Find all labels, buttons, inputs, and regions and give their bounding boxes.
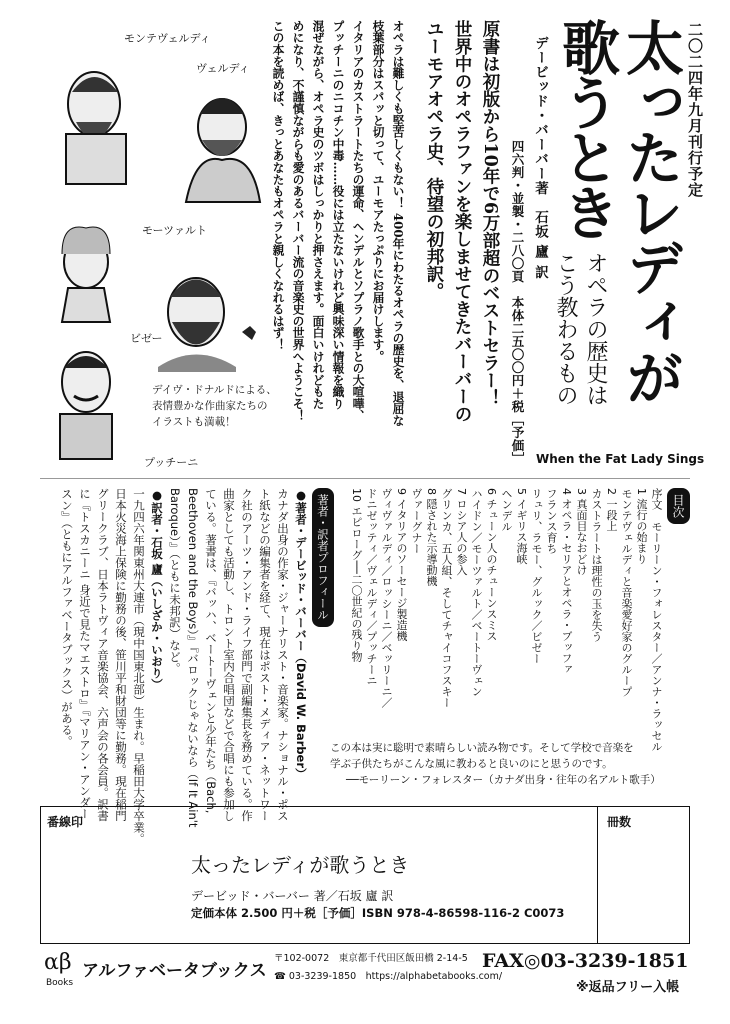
toc-item: ヴァーグナー [410,488,423,554]
toc-item: ドニゼッティ／ヴェルディ／プッチーニ [365,488,378,686]
toc-heading: 目次 [667,488,690,524]
illustration-area [46,22,278,467]
toc-item: モンテヴェルディと音楽愛好家のグループ [620,488,633,697]
english-title: When the Fat Lady Sings [536,452,705,466]
publish-note: 二〇二四年九月刊行予定 [686,22,704,198]
toc-item: 8 隠された示導動機 [425,488,438,587]
author-credit: デービッド・バーバー著 石坂 廬 訳 [532,36,548,280]
caption-verdi: ヴェルディ [196,62,250,75]
toc-item: ハイドン／モーツァルト／ベートーヴェン [470,488,483,697]
profile-heading: 著者・訳者プロフィール [312,488,334,627]
headline: 原書は初版から10年で6万部超のベストセラー！ 世界中のオペラファンを楽しませてきたバーバーの ユーモアオペラ史、待望の初邦訳。 [424,20,500,423]
count-label: 冊数 [607,815,632,829]
book-specs: 四六判・並製・二八〇頁 本体二五〇〇円＋税［予価］ [510,140,525,465]
caption-bizet: ビゼー [130,332,163,345]
section-divider [40,478,690,479]
toc-item: 5 イギリス海峡 [515,488,528,565]
toc-item: ヘンデル [500,488,513,532]
publisher-address: 〒102-0072 東京都千代田区飯田橋 2-14-5 [274,953,468,964]
book-subtitle: オペラの歴史は こう教わるもの [553,252,608,406]
review-quote: この本は実に聡明で素晴らしい読み物です。そして学校で音楽を 学ぶ子供たちがこんな風に教わると良いのにと思うのです。 ──モーリーン・フォレスター（カナダ出身・往年の名アルト歌手） [330,740,690,788]
order-book-title: 太ったレディが歌うとき [191,853,410,877]
order-form-main [41,807,598,943]
toc-item: グリンカ、五人組、そしてチャイコフスキー [440,488,453,708]
toc-section [322,488,690,752]
order-credit: デービッド・バーバー 著／石坂 廬 訳 [191,889,394,903]
caption-mozart: モーツァルト [142,224,208,237]
toc-item: リュリ、ラモー、グルック／ビゼー [530,488,543,664]
order-form [40,806,690,944]
order-price-isbn: 定価本体 2.500 円＋税［予価］ISBN 978-4-86598-116-2 C0073 [191,906,565,920]
profile-text: ●著者・デービッド・バーバー（David W. Barber） カナダ出身の作家・ジャーナリスト・音楽家。ナショナル・ポス ト紙などの編集者を経て、現在はポスト・メディア・ネットワー ク社のアーツ・アンド・ライフ部門で副編集長を務めている。作 曲家としても活動し、トロント室内合唱団などで合唱にも参加し ている。著書は、『バッハ、ベートーヴェンと少年たち（Bach, Beethoven and the Boys）』『バロックじゃないなら（If It Ain't Baroque）』（ともに未邦訳）など。 ●訳者・石坂 廬（いしざか・いおり） 一九四六年関東州大連市（現中国東北部）生まれ。早稲田大学卒業。 日本火災海上保険に勤務の後、笹川平和財団等に勤務。現在稲門 グリークラブ、日本ラトヴィア音楽協会、六声会の各会員。訳書 に『トスカニーニ 身近で見たマエストロ』『マリアン・アンダー スン』（ともにアルファベータブックス）がある。 [60,488,308,845]
toc-item: 10 エピローグ──二〇世紀の残り物 [350,488,363,662]
toc-item: 2 一段上 [605,488,618,532]
toc-item: フランス育ち [545,488,558,554]
stamp-label: 番線印 [47,815,84,829]
toc-list [349,488,664,752]
body-copy: オペラは難しくも堅苦しくもない！ 400年にわたるオペラの歴史を、退屈な 枝葉部分はスパッと切って、ユーモアたっぷりにお届けします。 イタリアのカストラートたちの運命、ヘンデルとソプラノ歌手との大喧嘩、 プッチーニのニコチン中毒……役には立たないけれど興味深い情報を織り 混ぜながら、オペラ史のツボはしっかりと押さえます。面白いけれどもた めになり、不謹慎ながらも愛のあるバーバー流の音楽史の世界へようこそ！ この本を読めば、きっとあなたもオペラと親しくなれるはず！ [271,20,405,427]
quote-attribution: ──モーリーン・フォレスター（カナダ出身・往年の名アルト歌手） [346,774,661,786]
caption-monteverdi: モンテヴェルディ [124,32,211,45]
toc-item: 6 チューン人のチューンスミス [485,488,498,642]
title-line-2: 歌うとき [552,18,620,238]
publisher-footer [44,950,704,1010]
toc-item: ヴィヴァルディ／ロッシーニ／ベッリーニ／ [380,488,393,708]
toc-item: 1 流行の始まり [635,488,648,565]
toc-item: 4 オペラ・セリアとオペラ・ブッファ [560,488,573,675]
toc-item: 7 ロシア人の参入 [455,488,468,576]
title-line-1: 太ったレディが [616,18,684,403]
publisher-contact: ☎ 03-3239-1850 https://alphabetabooks.com/ [274,971,503,982]
toc-item: 9 イタリアのソーセージ製造機 [395,488,408,642]
publisher-logo-sub: Books [46,978,74,988]
illustration-note: デイヴ・ドナルドによる、 表情豊かな作曲家たちの イラストも満載！ [152,384,277,428]
toc-item: カストラートは理性の玉を失う [590,488,603,642]
return-note: ※返品フリー入帳 [576,980,680,995]
translator-name: ●訳者・石坂 廬（いしざか・いおり） [150,488,164,691]
toc-item: 3 真面目なおどけ [575,488,588,576]
publisher-name: アルファベータブックス [82,961,267,981]
publisher-logo: αβ [44,950,72,975]
toc-item: 序文 モーリーン・フォレスター／アンナ・ラッセル [650,488,663,752]
caption-puccini: プッチーニ [144,456,199,469]
publisher-fax: FAX◎03-3239-1851 [482,950,689,972]
author-name: ●著者・デービッド・バーバー（David W. Barber） [294,488,308,780]
